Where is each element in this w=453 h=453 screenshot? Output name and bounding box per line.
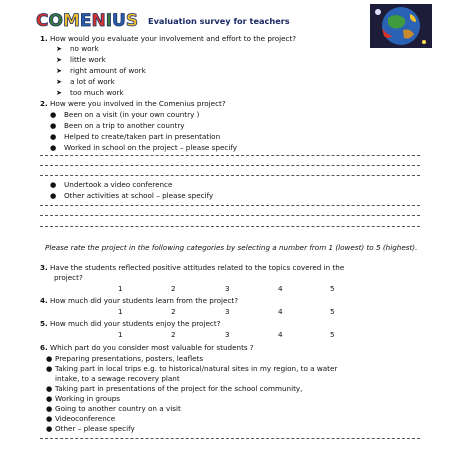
comenius-logo (36, 10, 139, 31)
q6-option[interactable]: ● Working in groups (46, 394, 121, 403)
bullet-icon: ● (50, 110, 57, 119)
q2-option[interactable]: ● Been on a visit (in your own country ) (50, 110, 200, 119)
q6-option[interactable]: ● Other – please specify (46, 424, 135, 433)
rating-option[interactable]: 1 (118, 284, 123, 293)
q1-option[interactable]: ➤ right amount of work (56, 66, 146, 75)
question-text: How much did your students learn from the project? (50, 296, 239, 305)
bullet-icon: ● (46, 404, 53, 413)
rating-option[interactable]: 4 (278, 284, 283, 293)
bullet-icon: ● (46, 414, 53, 423)
answer-line[interactable] (40, 226, 420, 227)
q2-option[interactable]: ● Helped to create/taken part in presentation (50, 132, 221, 141)
question-number: 5. (40, 319, 48, 328)
arrow-bullet-icon: ➤ (56, 77, 63, 86)
answer-line[interactable] (40, 175, 420, 176)
q2-option[interactable]: ● Other activities at school – please specify (50, 191, 214, 200)
q1-option[interactable]: ➤ too much work (56, 88, 124, 97)
question-text: Which part do you consider most valuable for students ? (50, 343, 254, 352)
answer-line[interactable] (40, 155, 420, 156)
arrow-bullet-icon: ➤ (56, 66, 63, 75)
answer-line[interactable] (40, 215, 420, 216)
bullet-icon: ● (46, 364, 53, 373)
q2-option[interactable]: ● Worked in school on the project – please specify (50, 143, 237, 152)
question-text: How would you evaluate your involvement and effort to the project? (50, 34, 297, 43)
rating-option[interactable]: 4 (278, 330, 283, 339)
page-title: Evaluation survey for teachers (148, 16, 290, 26)
rating-option[interactable]: 3 (225, 330, 230, 339)
q1-option[interactable]: ➤ a lot of work (56, 77, 115, 86)
q1-option[interactable]: ➤ little work (56, 55, 106, 64)
answer-line[interactable] (40, 205, 420, 206)
arrow-bullet-icon: ➤ (56, 55, 63, 64)
rating-option[interactable]: 1 (118, 307, 123, 316)
rating-option[interactable]: 2 (171, 330, 176, 339)
rating-scale-q5 (0, 330, 453, 339)
rating-instructions: Please rate the project in the following categories by selecting a number from 1 (lowest) to 5 (highest). (45, 243, 418, 252)
q1-option[interactable]: ➤ no work (56, 44, 99, 53)
rating-option[interactable]: 2 (171, 284, 176, 293)
question-2 (40, 99, 226, 108)
q6-option[interactable]: ● Taking part in local trips e.g. to historical/natural sites in my region, to a water (46, 364, 338, 373)
question-3 (40, 263, 344, 272)
rating-option[interactable]: 5 (330, 330, 335, 339)
q6-option-cont: intake, to a sewage recovery plant (55, 374, 180, 383)
question-text: Have the students reflected positive attitudes related to the topics covered in the (50, 263, 345, 272)
rating-option[interactable]: 5 (330, 284, 335, 293)
q2-option[interactable]: ● Been on a trip to another country (50, 121, 185, 130)
answer-line[interactable] (40, 165, 420, 166)
question-number: 2. (40, 99, 48, 108)
bullet-icon: ● (50, 121, 57, 130)
question-number: 1. (40, 34, 48, 43)
rating-scale-q4 (0, 307, 453, 316)
rating-option[interactable]: 4 (278, 307, 283, 316)
bullet-icon: ● (50, 143, 57, 152)
bullet-icon: ● (50, 180, 57, 189)
rating-option[interactable]: 3 (225, 284, 230, 293)
question-text: How were you involved in the Comenius project? (50, 99, 226, 108)
bullet-icon: ● (46, 354, 53, 363)
question-5 (40, 319, 220, 328)
question-3-cont: project? (54, 273, 83, 282)
question-4 (40, 296, 238, 305)
answer-line[interactable] (40, 438, 420, 439)
bullet-icon: ● (46, 384, 53, 393)
bullet-icon: ● (50, 191, 57, 200)
q6-option[interactable]: ● Taking part in presentations of the project for the school community, (46, 384, 303, 393)
question-text: How much did your students enjoy the project? (50, 319, 221, 328)
question-1 (40, 34, 296, 43)
rating-option[interactable]: 3 (225, 307, 230, 316)
question-number: 6. (40, 343, 48, 352)
question-number: 3. (40, 263, 48, 272)
question-number: 4. (40, 296, 48, 305)
rating-option[interactable]: 2 (171, 307, 176, 316)
q2-option[interactable]: ● Undertook a video conference (50, 180, 173, 189)
arrow-bullet-icon: ➤ (56, 44, 63, 53)
bullet-icon: ● (46, 394, 53, 403)
arrow-bullet-icon: ➤ (56, 88, 63, 97)
rating-scale-q3 (0, 284, 453, 293)
bullet-icon: ● (50, 132, 57, 141)
bullet-icon: ● (46, 424, 53, 433)
rating-option[interactable]: 1 (118, 330, 123, 339)
q6-option[interactable]: ● Videoconference (46, 414, 116, 423)
q6-option[interactable]: ● Going to another country on a visit (46, 404, 181, 413)
question-6 (40, 343, 254, 352)
rating-option[interactable]: 5 (330, 307, 335, 316)
globe-image (370, 4, 432, 48)
comenius-logo-graphic (36, 10, 139, 31)
svg-text:COMENIUS: COMENIUS (36, 11, 139, 31)
q6-option[interactable]: ● Preparing presentations, posters, leaflets (46, 354, 204, 363)
